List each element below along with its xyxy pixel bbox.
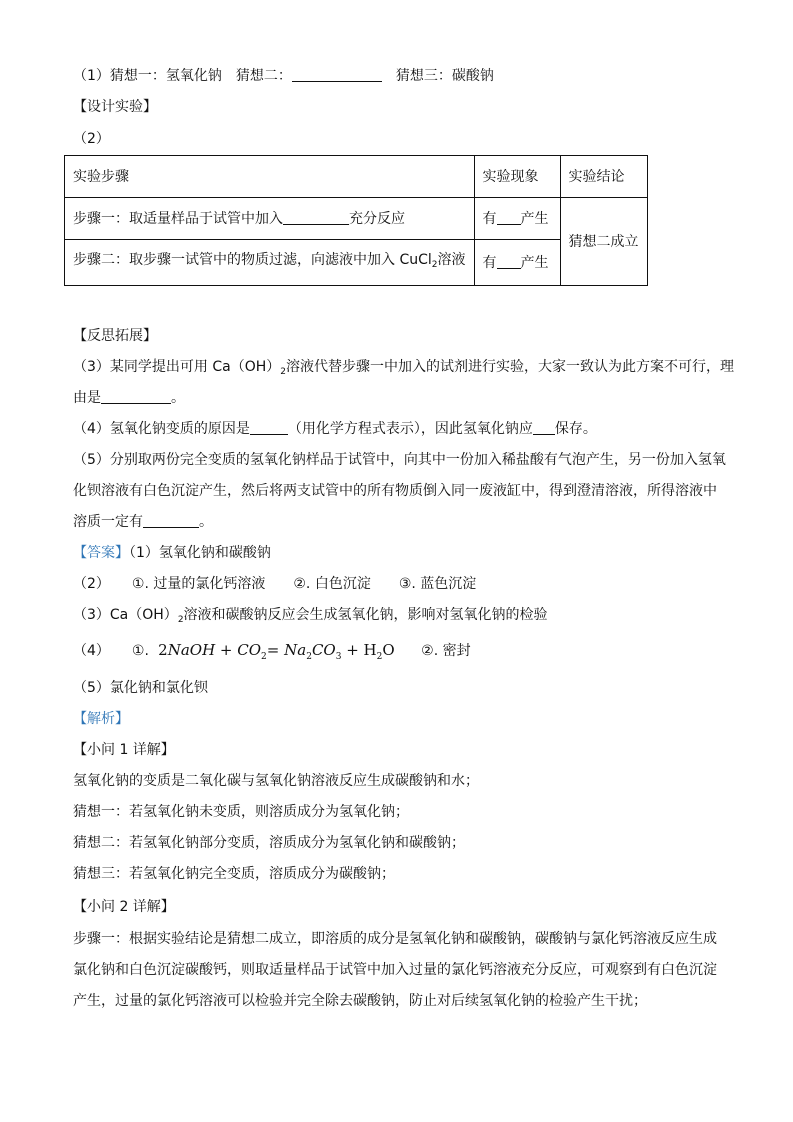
detail1-header: 【小问 1 详解】 — [73, 742, 175, 758]
detail1-line: 氢氧化钠的变质是二氧化碳与氢氧化钠溶液反应生成碳酸钠和水； — [73, 773, 479, 789]
row1-step: 步骤一：取适量样品于试管中加入 充分反应 — [65, 198, 475, 240]
section-reflect: 【反思拓展】 — [73, 328, 157, 344]
table-header-row — [65, 156, 648, 198]
q5-line1: （5）分别取两份完全变质的氢氧化钠样品于试管中，向其中一份加入稀盐酸有气泡产生，另一份加入氢氧 — [73, 452, 726, 468]
q2-label: （2） — [73, 131, 110, 147]
detail2-header: 【小问 2 详解】 — [73, 899, 175, 915]
row1-phenomenon: 有 产生 — [474, 198, 560, 240]
q3-line2: 由是 。 — [73, 390, 185, 406]
detail2-line: 步骤一：根据实验结论是猜想二成立，即溶质的成分是氢氧化钠和碳酸钠，碳酸钠与氯化钙溶液反应生成 — [73, 931, 717, 947]
detail1-line: 猜想一：若氢氧化钠未变质，则溶质成分为氢氧化钠； — [73, 804, 409, 820]
experiment-table — [64, 155, 648, 286]
answer-blank — [497, 254, 521, 269]
section-design: 【设计实验】 — [73, 99, 157, 115]
answer-blank — [101, 389, 171, 404]
answer-blank — [250, 420, 288, 435]
answer-blank — [292, 67, 382, 82]
row2-step: 步骤二：取步骤一试管中的物质过滤，向滤液中加入 CuCl$_2$溶液 — [65, 240, 475, 286]
detail1-line: 猜想三：若氢氧化钠完全变质，溶质成分为碳酸钠； — [73, 866, 395, 882]
table-row — [65, 240, 648, 286]
th-conclusion: 实验结论 — [560, 156, 647, 198]
analysis-label: 【解析】 — [73, 711, 129, 727]
chemical-equation: 2NaOH + $CO_2= Na_2CO_3 + H_2O$ — [153, 641, 395, 662]
conclusion-cell: 猜想二成立 — [560, 198, 647, 286]
q1-line: （1）猜想一：氢氧化钠 猜想二： 猜想三：碳酸钠 — [73, 68, 494, 84]
answer-line4: （4） ①. 2NaOH + $CO_2= Na_2CO_3 + H_2O$ ②. 密封 — [73, 641, 471, 662]
answer-line3: $(3)Ca(OH)_2$溶液和碳酸钠反应会生成氢氧化钠，影响对氢氧化钠的检验 — [73, 607, 548, 625]
q3-line1: （3）某同学提出可用 $Ca(OH)_2$溶液代替步骤一中加入的试剂进行实验，大家一致认为此方案不可行，理 — [73, 359, 734, 377]
th-phenomenon: 实验现象 — [474, 156, 560, 198]
table-row — [65, 198, 648, 240]
q4-line: （4）氢氧化钠变质的原因是 （用化学方程式表示），因此氢氧化钠应 保存。 — [73, 421, 597, 437]
th-steps: 实验步骤 — [65, 156, 475, 198]
answer-blank — [497, 210, 521, 225]
detail2-line: 氯化钠和白色沉淀碳酸钙，则取适量样品于试管中加入过量的氯化钙溶液充分反应，可观察到有白色沉淀 — [73, 962, 717, 978]
detail2-line: 产生，过量的氯化钙溶液可以检验并完全除去碳酸钠，防止对后续氢氧化钠的检验产生干扰； — [73, 993, 647, 1009]
answer-blank — [283, 210, 349, 225]
answer-label: 【答案】 — [73, 545, 129, 561]
q5-line3: 溶质一定有 。 — [73, 514, 213, 530]
detail1-line: 猜想二：若氢氧化钠部分变质，溶质成分为氢氧化钠和碳酸钠； — [73, 835, 465, 851]
answer-line1: 【答案】（1）氢氧化钠和碳酸钠 — [73, 545, 271, 561]
answer-blank — [143, 513, 199, 528]
answer-line2: （2） ①. 过量的氯化钙溶液 ②. 白色沉淀 ③. 蓝色沉淀 — [73, 576, 477, 592]
answer-blank — [533, 420, 555, 435]
answer-line5: （5）氯化钠和氯化钡 — [73, 680, 208, 696]
row2-phenomenon: 有 产生 — [474, 240, 560, 286]
q5-line2: 化钡溶液有白色沉淀产生，然后将两支试管中的所有物质倒入同一废液缸中，得到澄清溶液，所得溶液中 — [73, 483, 717, 499]
